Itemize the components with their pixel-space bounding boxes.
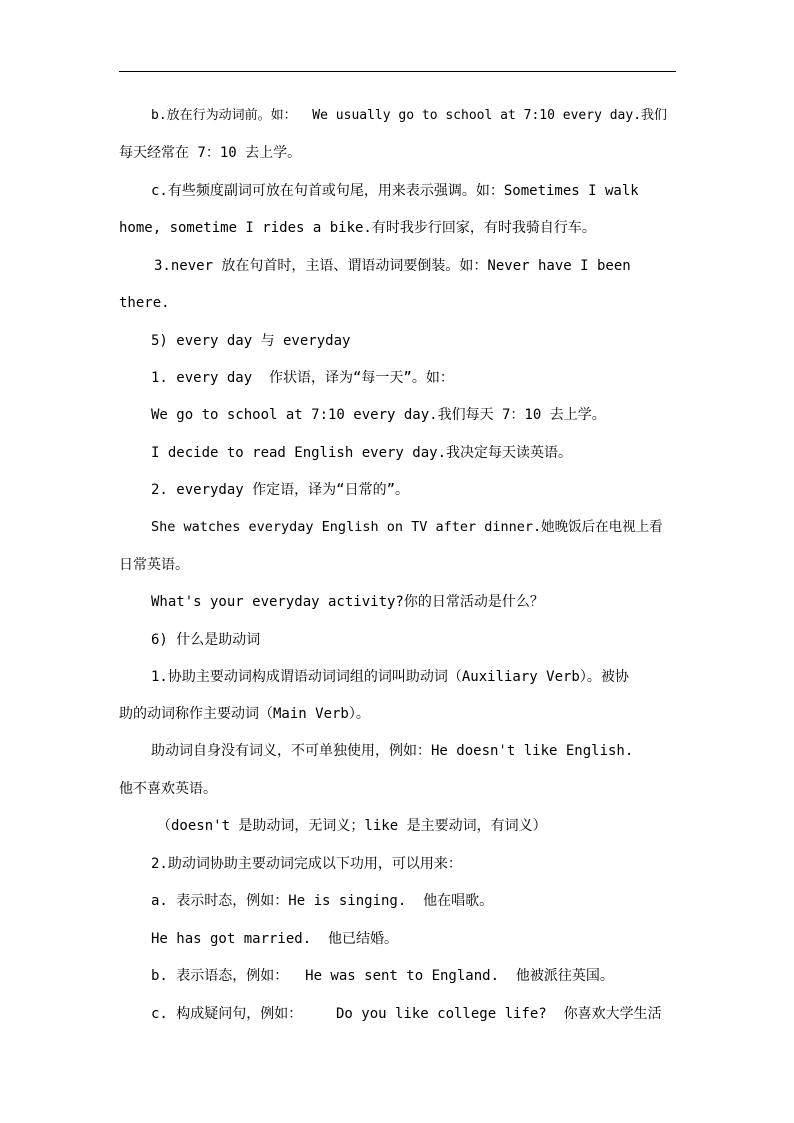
text-line: 日常英语。 bbox=[119, 557, 189, 573]
text-line: What's your everyday activity?你的日常活动是什么？ bbox=[151, 594, 544, 610]
text-line: She watches everyday English on TV after dinner.她晚饭后在电视上看 bbox=[151, 519, 663, 535]
text-line: 他不喜欢英语。 bbox=[119, 781, 217, 797]
text-line: 6) 什么是助动词 bbox=[151, 632, 261, 648]
text-line: 1.协助主要动词构成谓语动词词组的词叫助动词（Auxiliary Verb）。被协 bbox=[151, 669, 629, 685]
text-line: （doesn't 是助动词，无词义；like 是主要动词，有词义） bbox=[157, 818, 547, 834]
text-line: c. 构成疑问句，例如： Do you like college life? 你喜欢大学生活 bbox=[151, 1006, 662, 1022]
text-line: b.放在行为动词前。如： We usually go to school at 7:10 every day.我们 bbox=[151, 108, 668, 123]
text-line: 助动词自身没有词义，不可单独使用，例如：He doesn't like English. bbox=[151, 743, 634, 759]
text-line: He has got married. 他已结婚。 bbox=[151, 931, 399, 947]
text-line: 1. every day 作状语，译为“每一天”。如： bbox=[151, 370, 454, 386]
text-line: 2. everyday 作定语，译为“日常的”。 bbox=[151, 482, 410, 498]
text-line: 2.助动词协助主要动词完成以下功用，可以用来： bbox=[151, 856, 462, 872]
text-line: 每天经常在 7：10 去上学。 bbox=[119, 145, 302, 161]
text-line: home, sometime I rides a bike.有时我步行回家，有时我骑自行车。 bbox=[119, 220, 596, 236]
text-line: there. bbox=[119, 295, 170, 311]
text-line: We go to school at 7:10 every day.我们每天 7：10 去上学。 bbox=[151, 407, 606, 423]
text-line: 5) every day 与 everyday bbox=[151, 333, 351, 349]
header-rule bbox=[119, 71, 676, 72]
text-line: 助的动词称作主要动词（Main Verb）。 bbox=[119, 706, 370, 722]
text-line: 3.never 放在句首时，主语、谓语动词要倒装。如：Never have I been bbox=[154, 258, 631, 274]
text-line: a. 表示时态，例如：He is singing. 他在唱歌。 bbox=[151, 893, 494, 909]
text-line: c.有些频度副词可放在句首或句尾，用来表示强调。如：Sometimes I walk bbox=[151, 183, 639, 199]
text-line: b. 表示语态，例如： He was sent to England. 他被派往英国。 bbox=[151, 968, 614, 984]
text-line: I decide to read English every day.我决定每天读英语。 bbox=[151, 445, 573, 461]
